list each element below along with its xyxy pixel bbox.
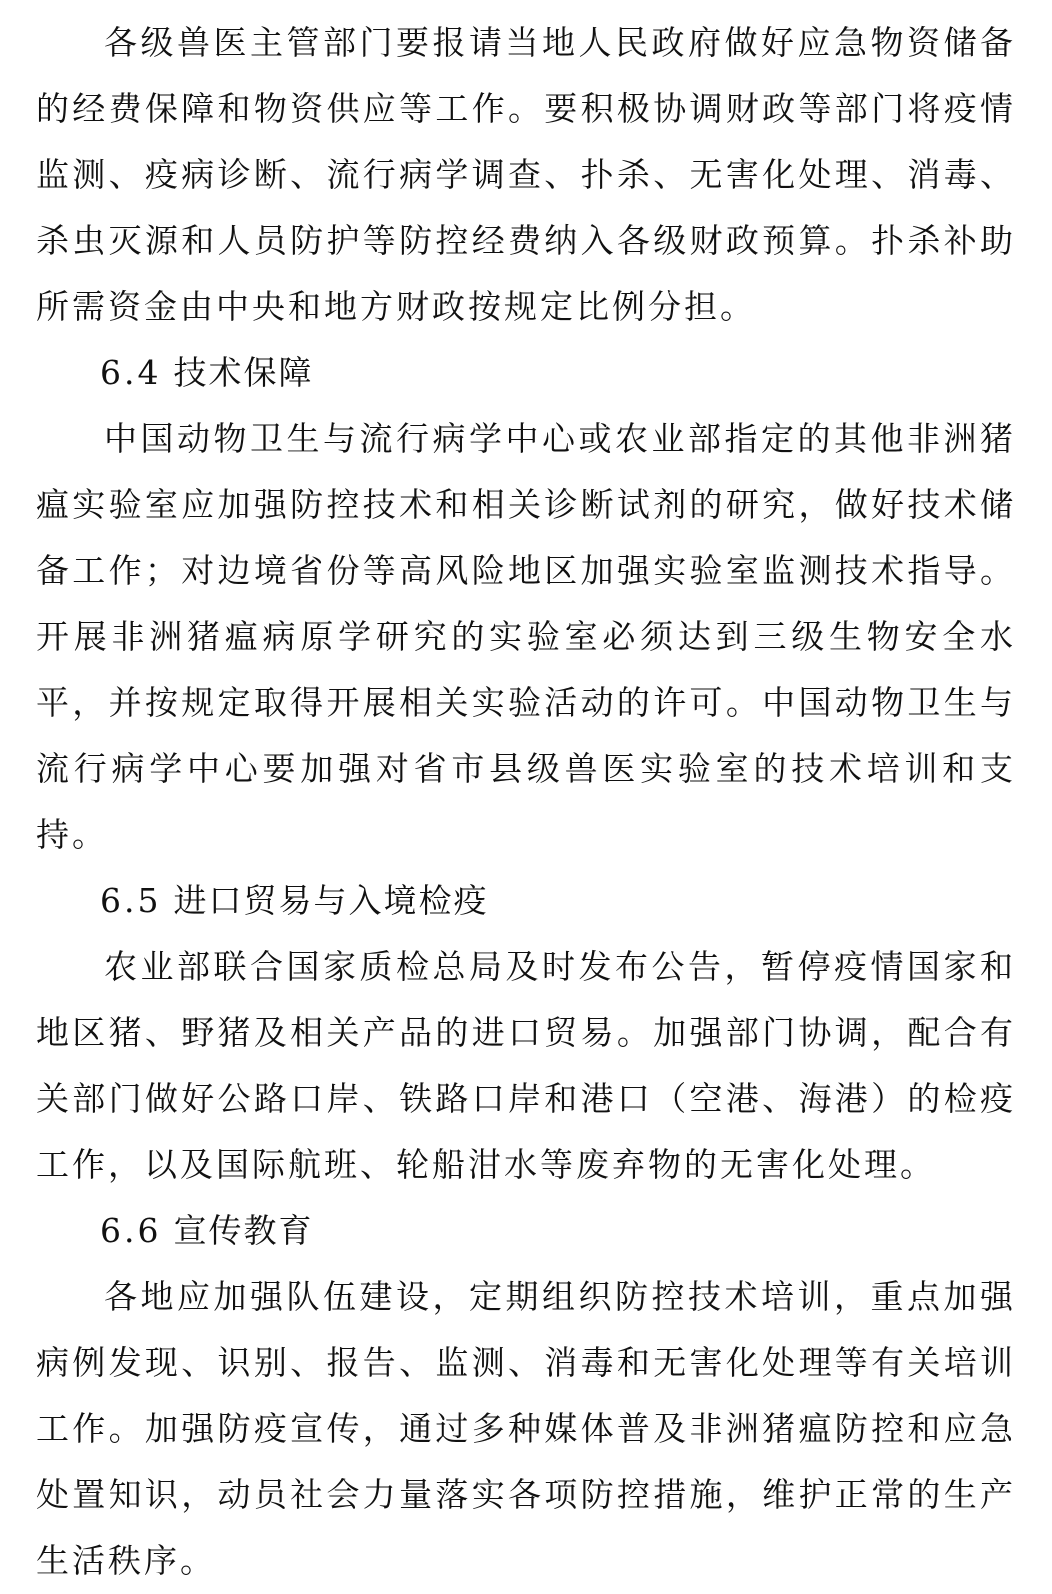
document-page [36,10,1016,1594]
paragraph-funding: 各级兽医主管部门要报请当地人民政府做好应急物资储备的经费保障和物资供应等工作。要积极协调财政等部门将疫情监测、疫病诊断、流行病学调查、扑杀、无害化处理、消毒、杀虫灭源和人员防护等防控经费纳入各级财政预算。扑杀补助所需资金由中央和地方财政按规定比例分担。 [36,23,1016,326]
paragraph-technical-support: 中国动物卫生与流行病学中心或农业部指定的其他非洲猪瘟实验室应加强防控技术和相关诊断试剂的研究，做好技术储备工作；对边境省份等高风险地区加强实验室监测技术指导。开展非洲猪瘟病原学研究的实验室必须达到三级生物安全水平，并按规定取得开展相关实验活动的许可。中国动物卫生与流行病学中心要加强对省市县级兽医实验室的技术培训和支持。 [36,419,1016,854]
section-number: 6.6 [100,1211,162,1250]
section-title: 技术保障 [173,353,314,392]
section-heading-6-5 [36,868,1016,934]
paragraph-import-quarantine: 农业部联合国家质检总局及时发布公告，暂停疫情国家和地区猪、野猪及相关产品的进口贸易。加强部门协调，配合有关部门做好公路口岸、铁路口岸和港口（空港、海港）的检疫工作，以及国际航班、轮船泔水等废弃物的无害化处理。 [36,947,1016,1184]
section-title: 宣传教育 [173,1211,314,1250]
section-heading-6-6 [36,1198,1016,1264]
section-number: 6.4 [100,353,162,392]
section-title: 进口贸易与入境检疫 [173,881,489,920]
paragraph-publicity-education: 各地应加强队伍建设，定期组织防控技术培训，重点加强病例发现、识别、报告、监测、消毒和无害化处理等有关培训工作。加强防疫宣传，通过多种媒体普及非洲猪瘟防控和应急处置知识，动员社会力量落实各项防控措施，维护正常的生产生活秩序。 [36,1277,1016,1580]
section-number: 6.5 [100,881,162,920]
section-heading-6-4 [36,340,1016,406]
